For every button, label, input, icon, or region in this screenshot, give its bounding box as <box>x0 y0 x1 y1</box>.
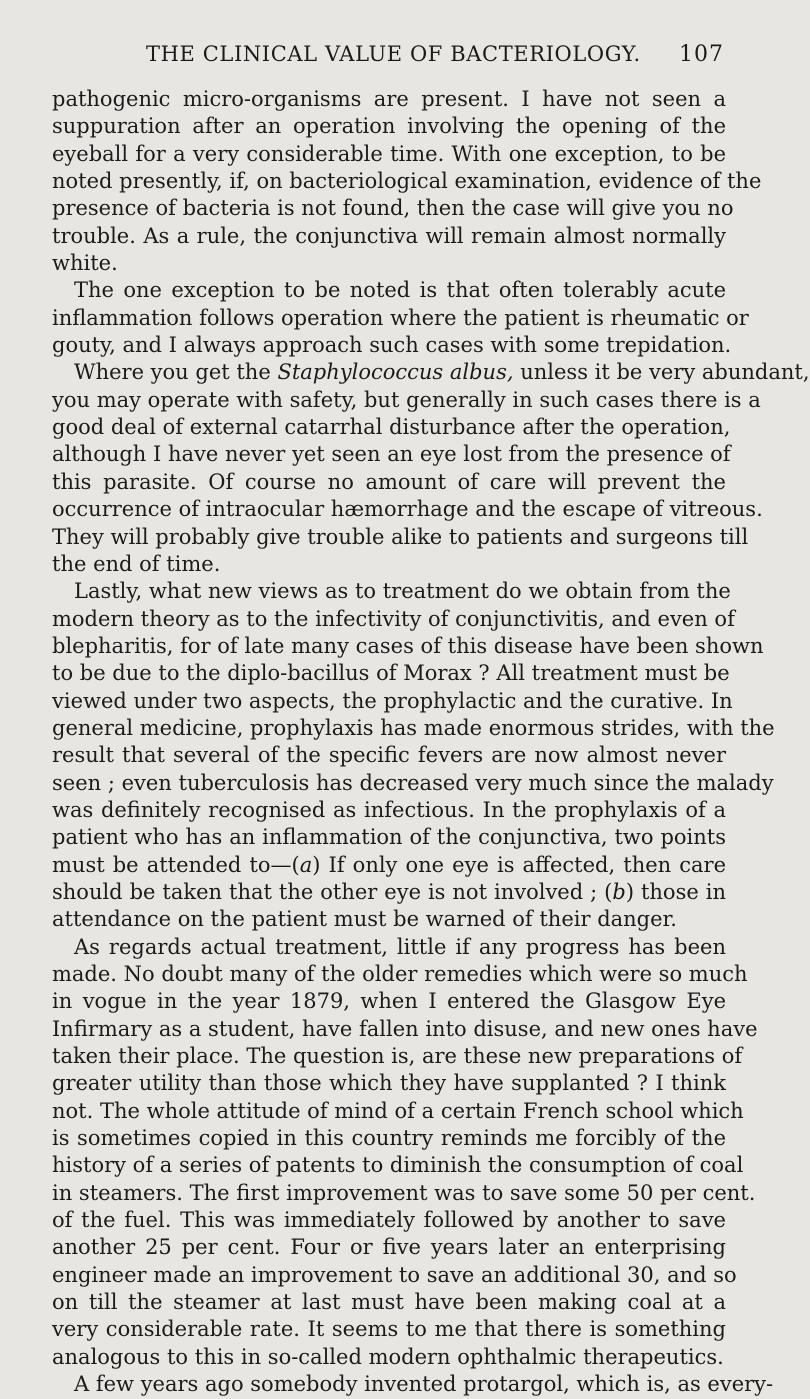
paragraph-6 <box>52 1371 774 1398</box>
text-line: presence of bacteria is not found, then the case will give you no <box>52 196 734 221</box>
text-run: must be attended to—( <box>52 852 300 877</box>
text-line: result that several of the specific fevers are now almost never <box>52 743 726 768</box>
text-line <box>52 879 726 906</box>
text-line: gouty, and I always approach such cases with some trepidation. <box>52 333 732 358</box>
text-line: modern theory as to the infectivity of conjunctivitis, and even of <box>52 606 735 631</box>
text-line: is sometimes copied in this country reminds me forcibly of the <box>52 1126 726 1151</box>
text-line: history of a series of patents to diminish the consumption of coal <box>52 1153 744 1178</box>
list-marker: b <box>612 879 626 904</box>
text-line: occurrence of intraocular hæmorrhage and the escape of vitreous. <box>52 497 763 522</box>
text-line: engineer made an improvement to save an additional 30, and so <box>52 1262 737 1287</box>
text-line: greater utility than those which they have supplanted ? I think <box>52 1071 726 1096</box>
text-line: made. No doubt many of the older remedies which were so much <box>52 962 748 986</box>
text-line: in steamers. The first improvement was to save some 50 per cent. <box>52 1180 756 1205</box>
text-line: general medicine, prophylaxis has made enormous strides, with the <box>52 715 775 740</box>
text-line: inflammation follows operation where the patient is rheumatic or <box>52 305 749 330</box>
text-line: noted presently, if, on bacteriological examination, evidence of the <box>52 169 762 194</box>
text-line: on till the steamer at last must have been making coal at a <box>52 1290 726 1315</box>
paragraph-4 <box>52 578 775 933</box>
text-line: taken their place. The question is, are these new preparations of <box>52 1044 743 1069</box>
text-line: you may operate with safety, but generally in such cases there is a <box>52 387 761 412</box>
text-line: blepharitis, for of late many cases of this disease have been shown <box>52 633 764 658</box>
text-line: to be due to the diplo-bacillus of Morax ? All treatment must be <box>52 661 730 686</box>
text-line: seen ; even tuberculosis has decreased very much since the malady <box>52 770 774 795</box>
text-run: Where you get the <box>74 360 278 385</box>
text-run: unless it be very abundant, <box>513 360 810 385</box>
text-line: viewed under two aspects, the prophylactic and the curative. In <box>52 688 733 713</box>
paragraph-5 <box>52 934 758 1372</box>
text-line: not. The whole attitude of mind of a certain French school which <box>52 1098 744 1123</box>
text-line: The one exception to be noted is that often tolerably acute <box>74 278 726 303</box>
text-line: analogous to this in so-called modern ophthalmic therapeutics. <box>52 1344 724 1369</box>
text-run: should be taken that the other eye is not involved ; ( <box>52 879 613 904</box>
text-line: white. <box>52 251 118 276</box>
text-line: this parasite. Of course no amount of care will prevent the <box>52 469 726 494</box>
body-text <box>52 86 810 1399</box>
text-line: attendance on the patient must be warned of their danger. <box>52 907 677 932</box>
text-line: another 25 per cent. Four or five years later an enterprising <box>52 1235 726 1260</box>
text-run: ) those in <box>625 879 726 904</box>
text-line: A few years ago somebody invented protargol, which is, as every- <box>74 1372 774 1397</box>
text-line: very considerable rate. It seems to me that there is something <box>52 1317 726 1342</box>
text-line: suppuration after an operation involving the opening of the <box>52 114 726 139</box>
paragraph-1 <box>52 86 762 277</box>
text-line: As regards actual treatment, little if any progress has been <box>74 934 726 959</box>
running-title: THE CLINICAL VALUE OF BACTERIOLOGY. <box>146 42 641 66</box>
list-marker: a <box>299 852 313 877</box>
text-line: eyeball for a very considerable time. With one exception, to be <box>52 141 726 166</box>
paragraph-3 <box>52 359 810 578</box>
running-head <box>146 42 724 84</box>
species-name: Staphylococcus albus, <box>277 360 514 385</box>
text-line: patient who has an inflammation of the conjunctiva, two points <box>52 825 726 850</box>
text-line: in vogue in the year 1879, when I entered the Glasgow Eye <box>52 989 726 1014</box>
text-line: Infirmary as a student, have fallen into disuse, and new ones have <box>52 1016 758 1041</box>
text-line: Lastly, what new views as to treatment do we obtain from the <box>74 579 731 604</box>
text-run: ) If only one eye is affected, then care <box>312 852 726 877</box>
text-line: although I have never yet seen an eye lost from the presence of <box>52 442 731 467</box>
text-line <box>52 852 726 879</box>
text-line: of the fuel. This was immediately followed by another to save <box>52 1208 726 1233</box>
text-line: the end of time. <box>52 551 221 576</box>
text-line <box>52 359 810 386</box>
paragraph-2 <box>52 277 749 359</box>
text-line: good deal of external catarrhal disturbance after the operation, <box>52 415 731 440</box>
text-line: pathogenic micro-organisms are present. I have not seen a <box>52 87 726 111</box>
text-line: They will probably give trouble alike to patients and surgeons till <box>52 524 749 549</box>
page-number: 107 <box>679 42 724 67</box>
text-line: trouble. As a rule, the conjunctiva will remain almost normally <box>52 223 726 248</box>
text-line: was definitely recognised as infectious. In the prophylaxis of a <box>52 797 726 822</box>
